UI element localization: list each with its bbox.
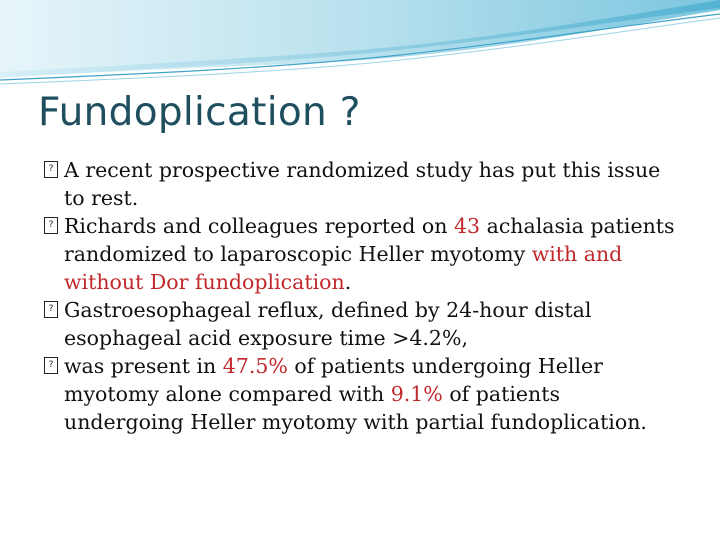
missing-glyph-box-icon: ?	[44, 217, 58, 234]
highlight-number: 43	[453, 214, 481, 238]
bullet-item: ? A recent prospective randomized study has put this issue to rest.	[44, 156, 684, 212]
missing-glyph-box-icon: ?	[44, 301, 58, 318]
bullet-item: ? Richards and colleagues reported on 43 achalasia patients randomized to laparoscopic Heller myotomy with and without Dor fundoplication.	[44, 212, 684, 296]
missing-glyph-box-icon: ?	[44, 357, 58, 374]
missing-glyph-box-icon: ?	[44, 161, 58, 178]
bullet-list	[44, 156, 684, 436]
highlight-percentage: 47.5%	[222, 354, 288, 378]
highlight-percentage: 9.1%	[390, 382, 443, 406]
bullet-item: ? was present in 47.5% of patients undergoing Heller myotomy alone compared with 9.1% of patients undergoing Heller myotomy with partial fundoplication.	[44, 352, 684, 436]
bullet-item: ? Gastroesophageal reflux, defined by 24-hour distal esophageal acid exposure time >4.2%,	[44, 296, 684, 352]
header-wave-decoration	[0, 0, 720, 90]
highlight-phrase: with and without Dor fundoplication	[64, 242, 623, 294]
slide-title: Fundoplication ?	[38, 90, 361, 135]
